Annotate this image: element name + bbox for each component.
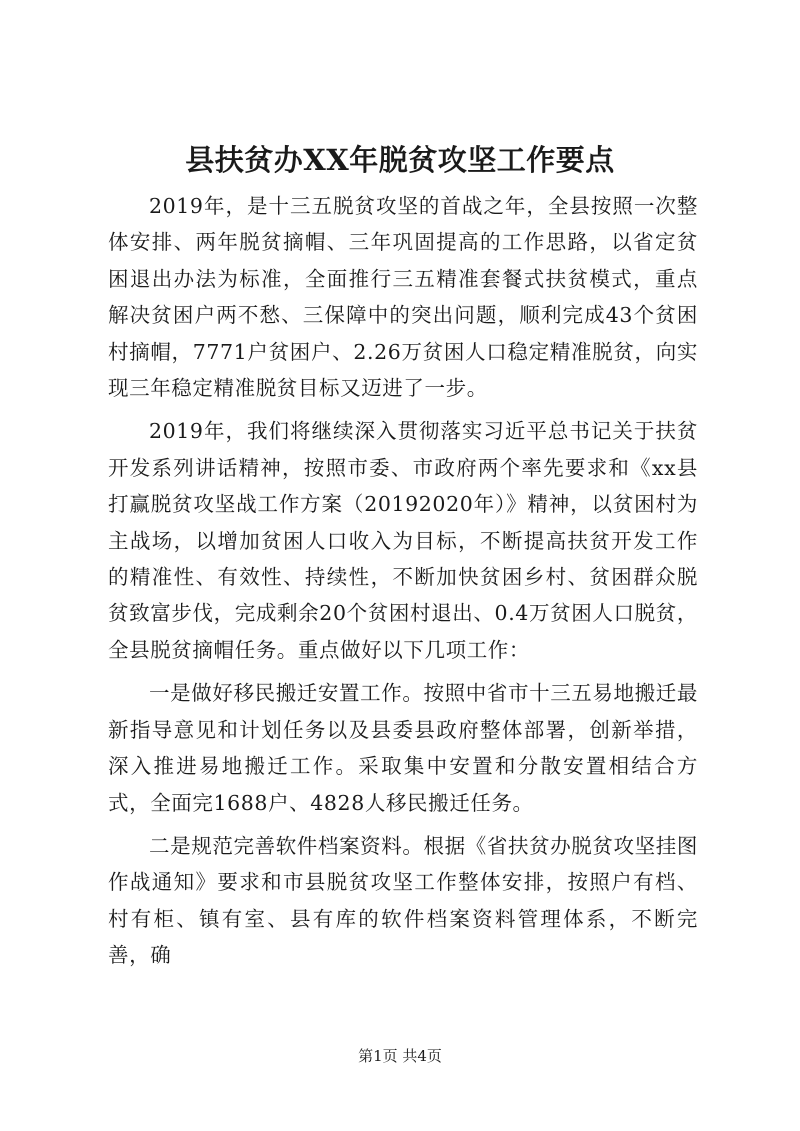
- paragraph-3: 一是做好移民搬迁安置工作。按照中省市十三五易地搬迁最新指导意见和计划任务以及县委县政府整体部署，创新举措，深入推进易地搬迁工作。采取集中安置和分散安置相结合方式，全面完1688户、4828人移民搬迁任务。: [108, 681, 698, 815]
- paragraph-4: 二是规范完善软件档案资料。根据《省扶贫办脱贫攻坚挂图作战通知》要求和市县脱贫攻坚工作整体安排，按照户有档、村有柜、镇有室、县有库的软件档案资料管理体系，不断完善，确: [108, 833, 698, 968]
- page-number-footer: 第1页 共4页: [358, 1047, 442, 1065]
- document-body: [108, 188, 698, 981]
- paragraph-2: 2019年，我们将继续深入贯彻落实习近平总书记关于扶贫开发系列讲话精神，按照市委、市政府两个率先要求和《xx县打赢脱贫攻坚战工作方案（20192020年）》精神，以贫困村为主战场，以增加贫困人口收入为目标，不断提高扶贫开发工作的精准性、有效性、持续性，不断加快贫困乡村、贫困群众脱贫致富步伐，完成剩余20个贫困村退出、0.4万贫困人口脱贫，全县脱贫摘帽任务。重点做好以下几项工作：: [108, 419, 698, 662]
- document-title: 县扶贫办XX年脱贫攻坚工作要点: [185, 143, 615, 177]
- paragraph-1: 2019年，是十三五脱贫攻坚的首战之年，全县按照一次整体安排、两年脱贫摘帽、三年巩固提高的工作思路，以省定贫困退出办法为标准，全面推行三五精准套餐式扶贫模式，重点解决贫困户两不愁、三保障中的突出问题，顺利完成43个贫困村摘帽，7771户贫困户、2.26万贫困人口稳定精准脱贫，向实现三年稳定精准脱贫目标又迈进了一步。: [108, 194, 698, 401]
